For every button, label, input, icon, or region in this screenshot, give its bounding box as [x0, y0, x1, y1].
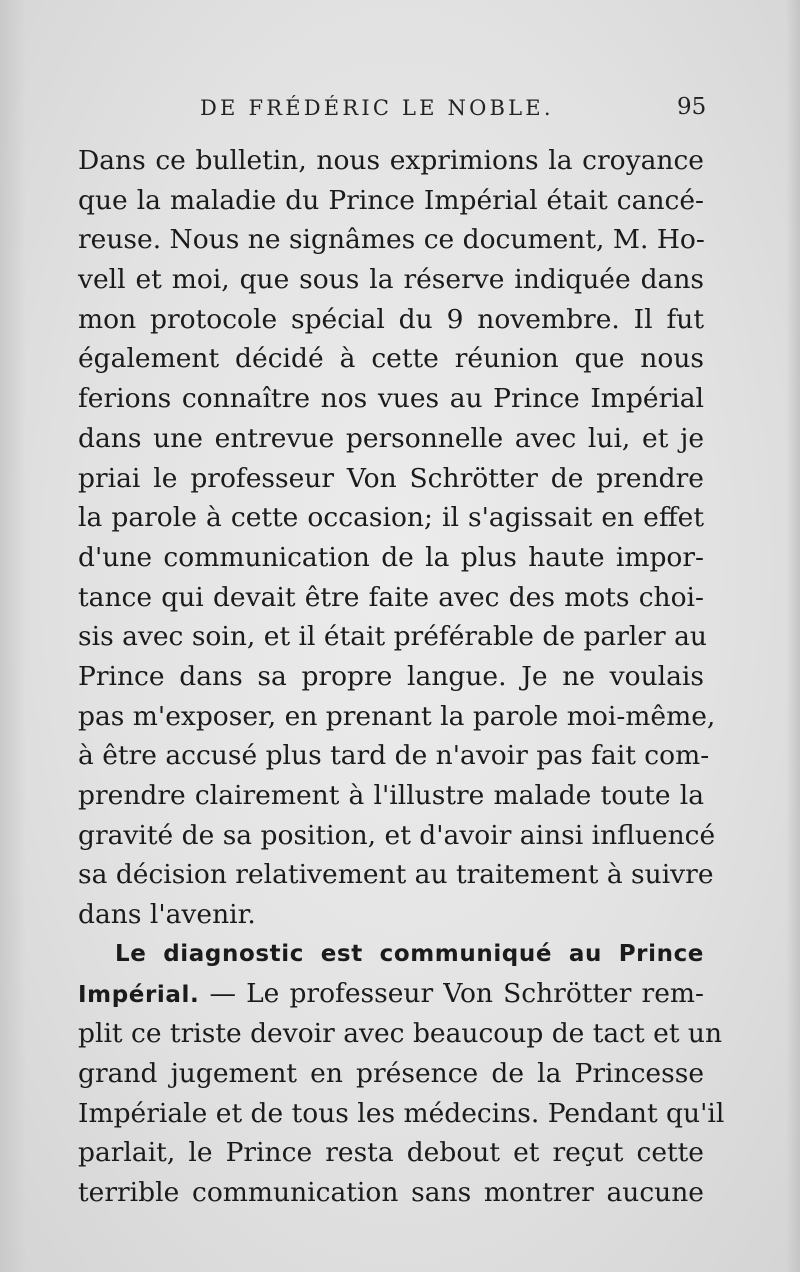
text-line: que la maladie du Prince Impérial était cancé-	[78, 184, 704, 216]
text-line: mon protocole spécial du 9 novembre. Il fut	[78, 303, 704, 335]
page-shadow-right	[786, 0, 800, 1272]
text-line: parlait, le Prince resta debout et reçut cette	[78, 1137, 704, 1169]
text-line: plit ce triste devoir avec beaucoup de tact et un	[78, 1018, 723, 1050]
text-line: Impériale et de tous les médecins. Pendant qu'il	[78, 1097, 725, 1129]
text-line: ferions connaître nos vues au Prince Impérial	[78, 383, 704, 415]
text-line: Prince dans sa propre langue. Je ne voulais	[78, 660, 704, 692]
section-first-line	[78, 974, 704, 1014]
text-line: sis avec soin, et il était préférable de parler au	[78, 621, 707, 653]
paragraph-end-line: dans l'avenir.	[78, 899, 256, 931]
text-line: dans une entrevue personnelle avec lui, et je	[78, 422, 704, 454]
page-number: 95	[677, 94, 707, 120]
section-first-line-text: — Le professeur Von Schrötter rem-	[199, 978, 704, 1010]
text-line: prendre clairement à l'illustre malade toute la	[78, 780, 704, 811]
text-line: tance qui devait être faite avec des mots choi-	[78, 581, 704, 613]
text-line: pas m'exposer, en prenant la parole moi-même,	[78, 700, 716, 732]
text-line: vell et moi, que sous la réserve indiquée dans	[78, 264, 704, 296]
text-line: sa décision relativement au traitement à suivre	[78, 859, 714, 891]
text-line: reuse. Nous ne signâmes ce document, M. Ho-	[78, 224, 705, 256]
text-line: priai le professeur Von Schrötter de prendre	[78, 462, 704, 494]
page-shadow-left	[0, 0, 26, 1272]
text-line: à être accusé plus tard de n'avoir pas fait com-	[78, 740, 710, 772]
text-line: grand jugement en présence de la Princesse	[78, 1057, 704, 1089]
section-heading-continued: Impérial.	[78, 982, 200, 1009]
body-text	[78, 141, 725, 1213]
section-heading: Le diagnostic est communiqué au Prince	[115, 940, 704, 967]
text-line: également décidé à cette réunion que nous	[78, 343, 704, 375]
text-line: d'une communication de la plus haute impor-	[78, 541, 704, 573]
running-head: DE FRÉDÉRIC LE NOBLE.	[200, 96, 554, 120]
text-line: Dans ce bulletin, nous exprimions la croyance	[78, 145, 704, 176]
text-line: gravité de sa position, et d'avoir ainsi influencé	[78, 819, 716, 851]
text-line: terrible communication sans montrer aucune	[78, 1176, 704, 1208]
text-line: la parole à cette occasion; il s'agissait en effet	[78, 502, 704, 534]
